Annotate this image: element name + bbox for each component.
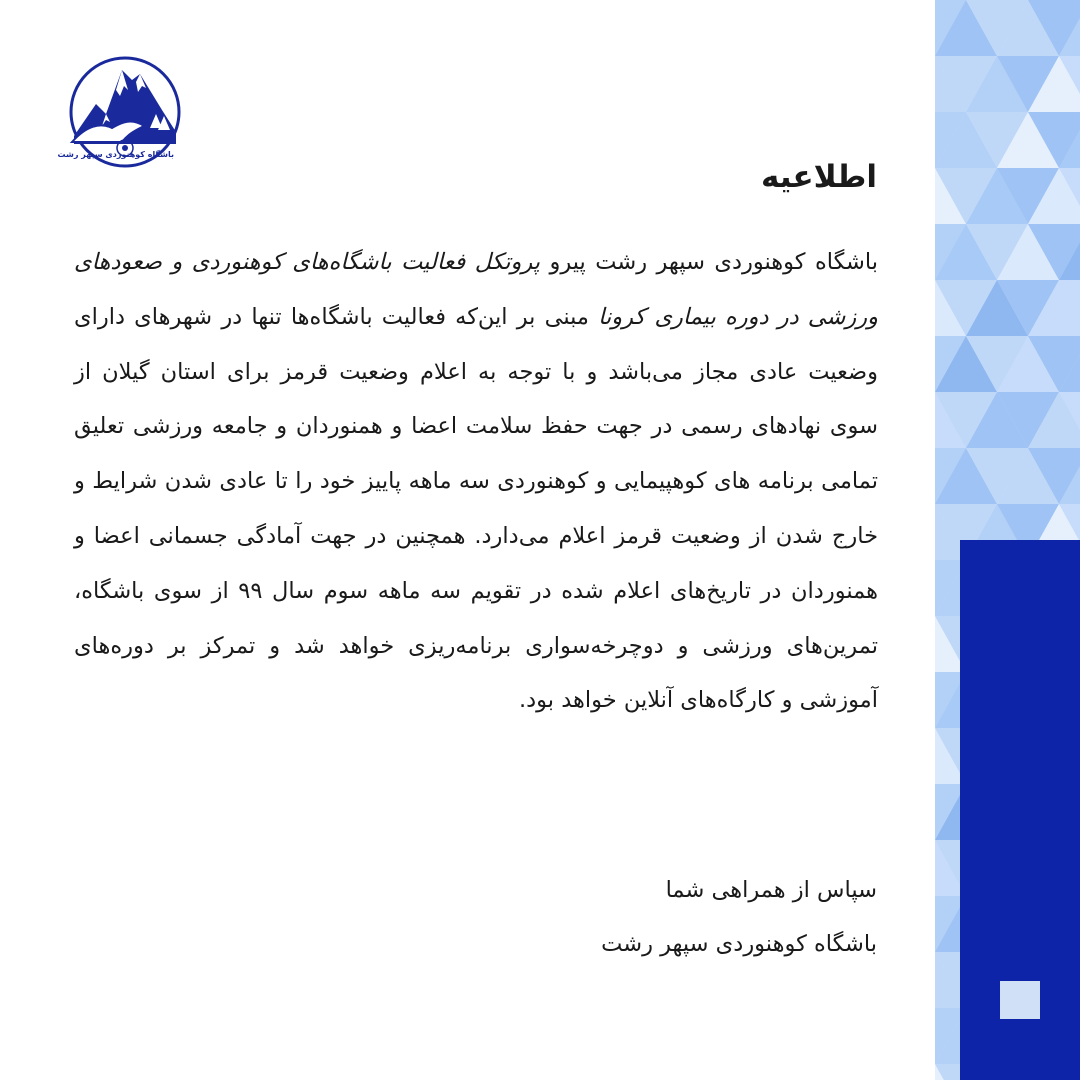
notice-body-part3: مبنی بر این‌که فعالیت باشگاه‌ها تنها در شهرهای دارای وضعیت عادی مجاز می‌باشد و با توجه به اعلام وضعیت قرمز برای استان گیلان از سوی نهادهای رسمی در جهت حفظ سلامت اعضا و همنوردان و جامعه ورزشی تعلیق تمامی برنامه های کوهپیمایی و کوهنوردی سه ماهه پاییز خود را تا عادی شدن شرایط و خارج شدن از وضعیت قرمز اعلام می‌دارد. همچنین در جهت آمادگی جسمانی اعضا و همنوردان در تاریخ‌های اعلام شده در تقویم سه ماهه سوم سال ۹۹ از سوی باشگاه، تمرین‌های ورزشی و دوچرخه‌سواری برنامه‌ریزی خواهد شد و تمرکز بر دوره‌های آموزشی و کارگاه‌های آنلاین خواهد بود. <box>74 303 878 714</box>
notice-title: اطلاعیه <box>761 159 877 195</box>
notice-body <box>74 235 878 728</box>
light-square-decoration <box>1000 981 1040 1019</box>
thanks-line: سپاس از همراهی شما <box>665 877 877 903</box>
closing-block <box>601 863 877 971</box>
logo-caption: باشگاه کوهنوردی سپهر رشت <box>57 150 174 159</box>
notice-body-part1: باشگاه کوهنوردی سپهر رشت پیرو <box>540 249 878 275</box>
protocol-title-italic: پروتکل فعالیت باشگاه‌های کوهنوردی و صعودهای ورزشی در دوره بیماری کرونا <box>74 249 878 330</box>
signature-line: باشگاه کوهنوردی سپهر رشت <box>601 931 877 957</box>
